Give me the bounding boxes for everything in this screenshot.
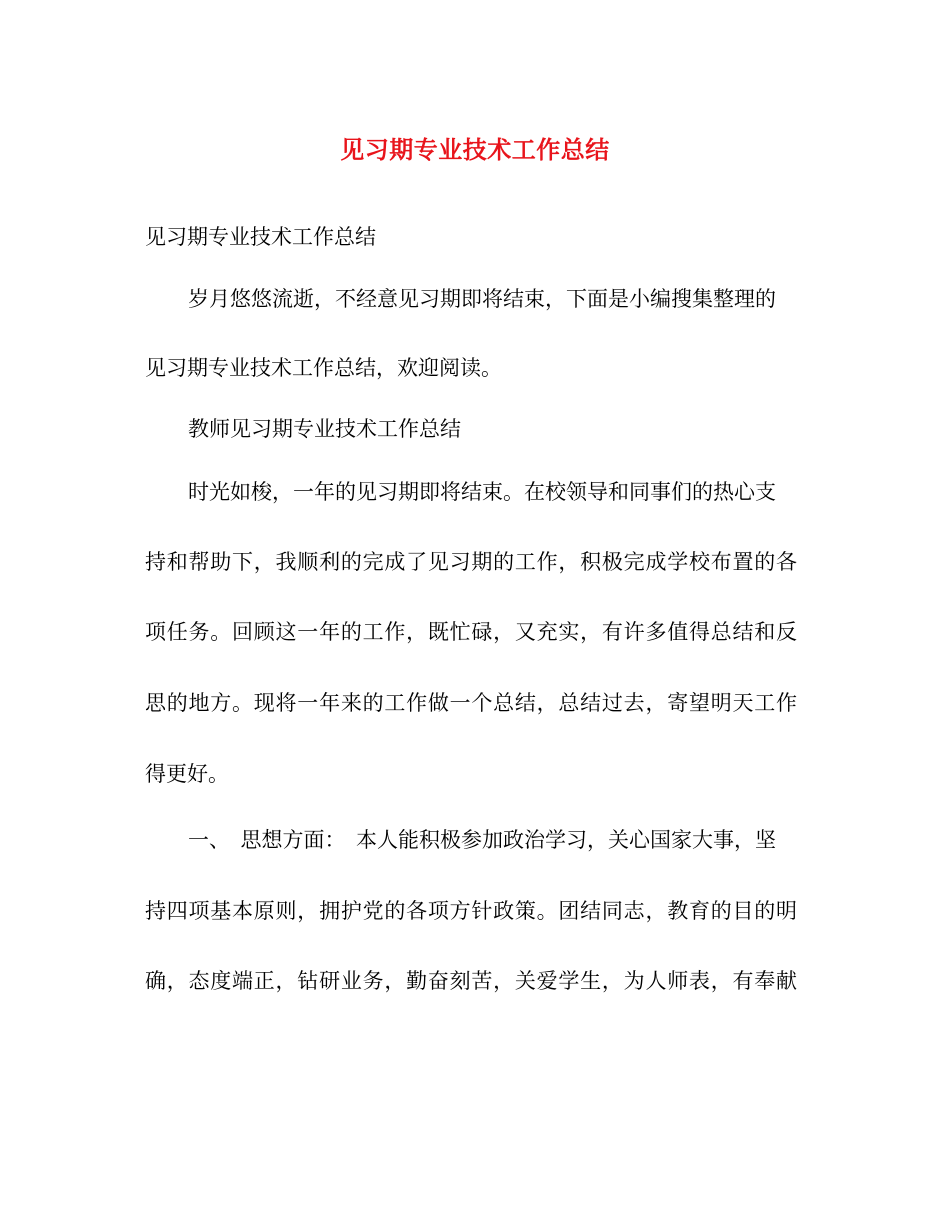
section-heading: 教师见习期专业技术工作总结 — [188, 417, 461, 441]
paragraph1-line-5: 得更好。 — [145, 762, 229, 786]
paragraph1-line-4: 思的地方。现将一年来的工作做一个总结，总结过去，寄望明天工作 — [145, 691, 797, 715]
document-title: 见习期专业技术工作总结 — [340, 135, 610, 164]
paragraph2-line-2: 持四项基本原则，拥护党的各项方针政策。团结同志，教育的目的明 — [145, 899, 797, 923]
intro-line-2: 见习期专业技术工作总结，欢迎阅读。 — [145, 356, 502, 380]
paragraph1-line-3: 项任务。回顾这一年的工作，既忙碌，又充实，有许多值得总结和反 — [145, 620, 797, 644]
paragraph1-line-1: 时光如梭，一年的见习期即将结束。在校领导和同事们的热心支 — [188, 480, 776, 504]
paragraph1-line-2: 持和帮助下，我顺利的完成了见习期的工作，积极完成学校布置的各 — [145, 550, 797, 574]
intro-line-1: 岁月悠悠流逝，不经意见习期即将结束，下面是小编搜集整理的 — [188, 287, 776, 311]
paragraph2-line-1: 一、 思想方面： 本人能积极参加政治学习，关心国家大事，坚 — [188, 828, 776, 852]
document-subtitle: 见习期专业技术工作总结 — [145, 225, 376, 249]
paragraph2-line-3: 确，态度端正，钻研业务，勤奋刻苦，关爱学生，为人师表，有奉献 — [145, 969, 797, 993]
